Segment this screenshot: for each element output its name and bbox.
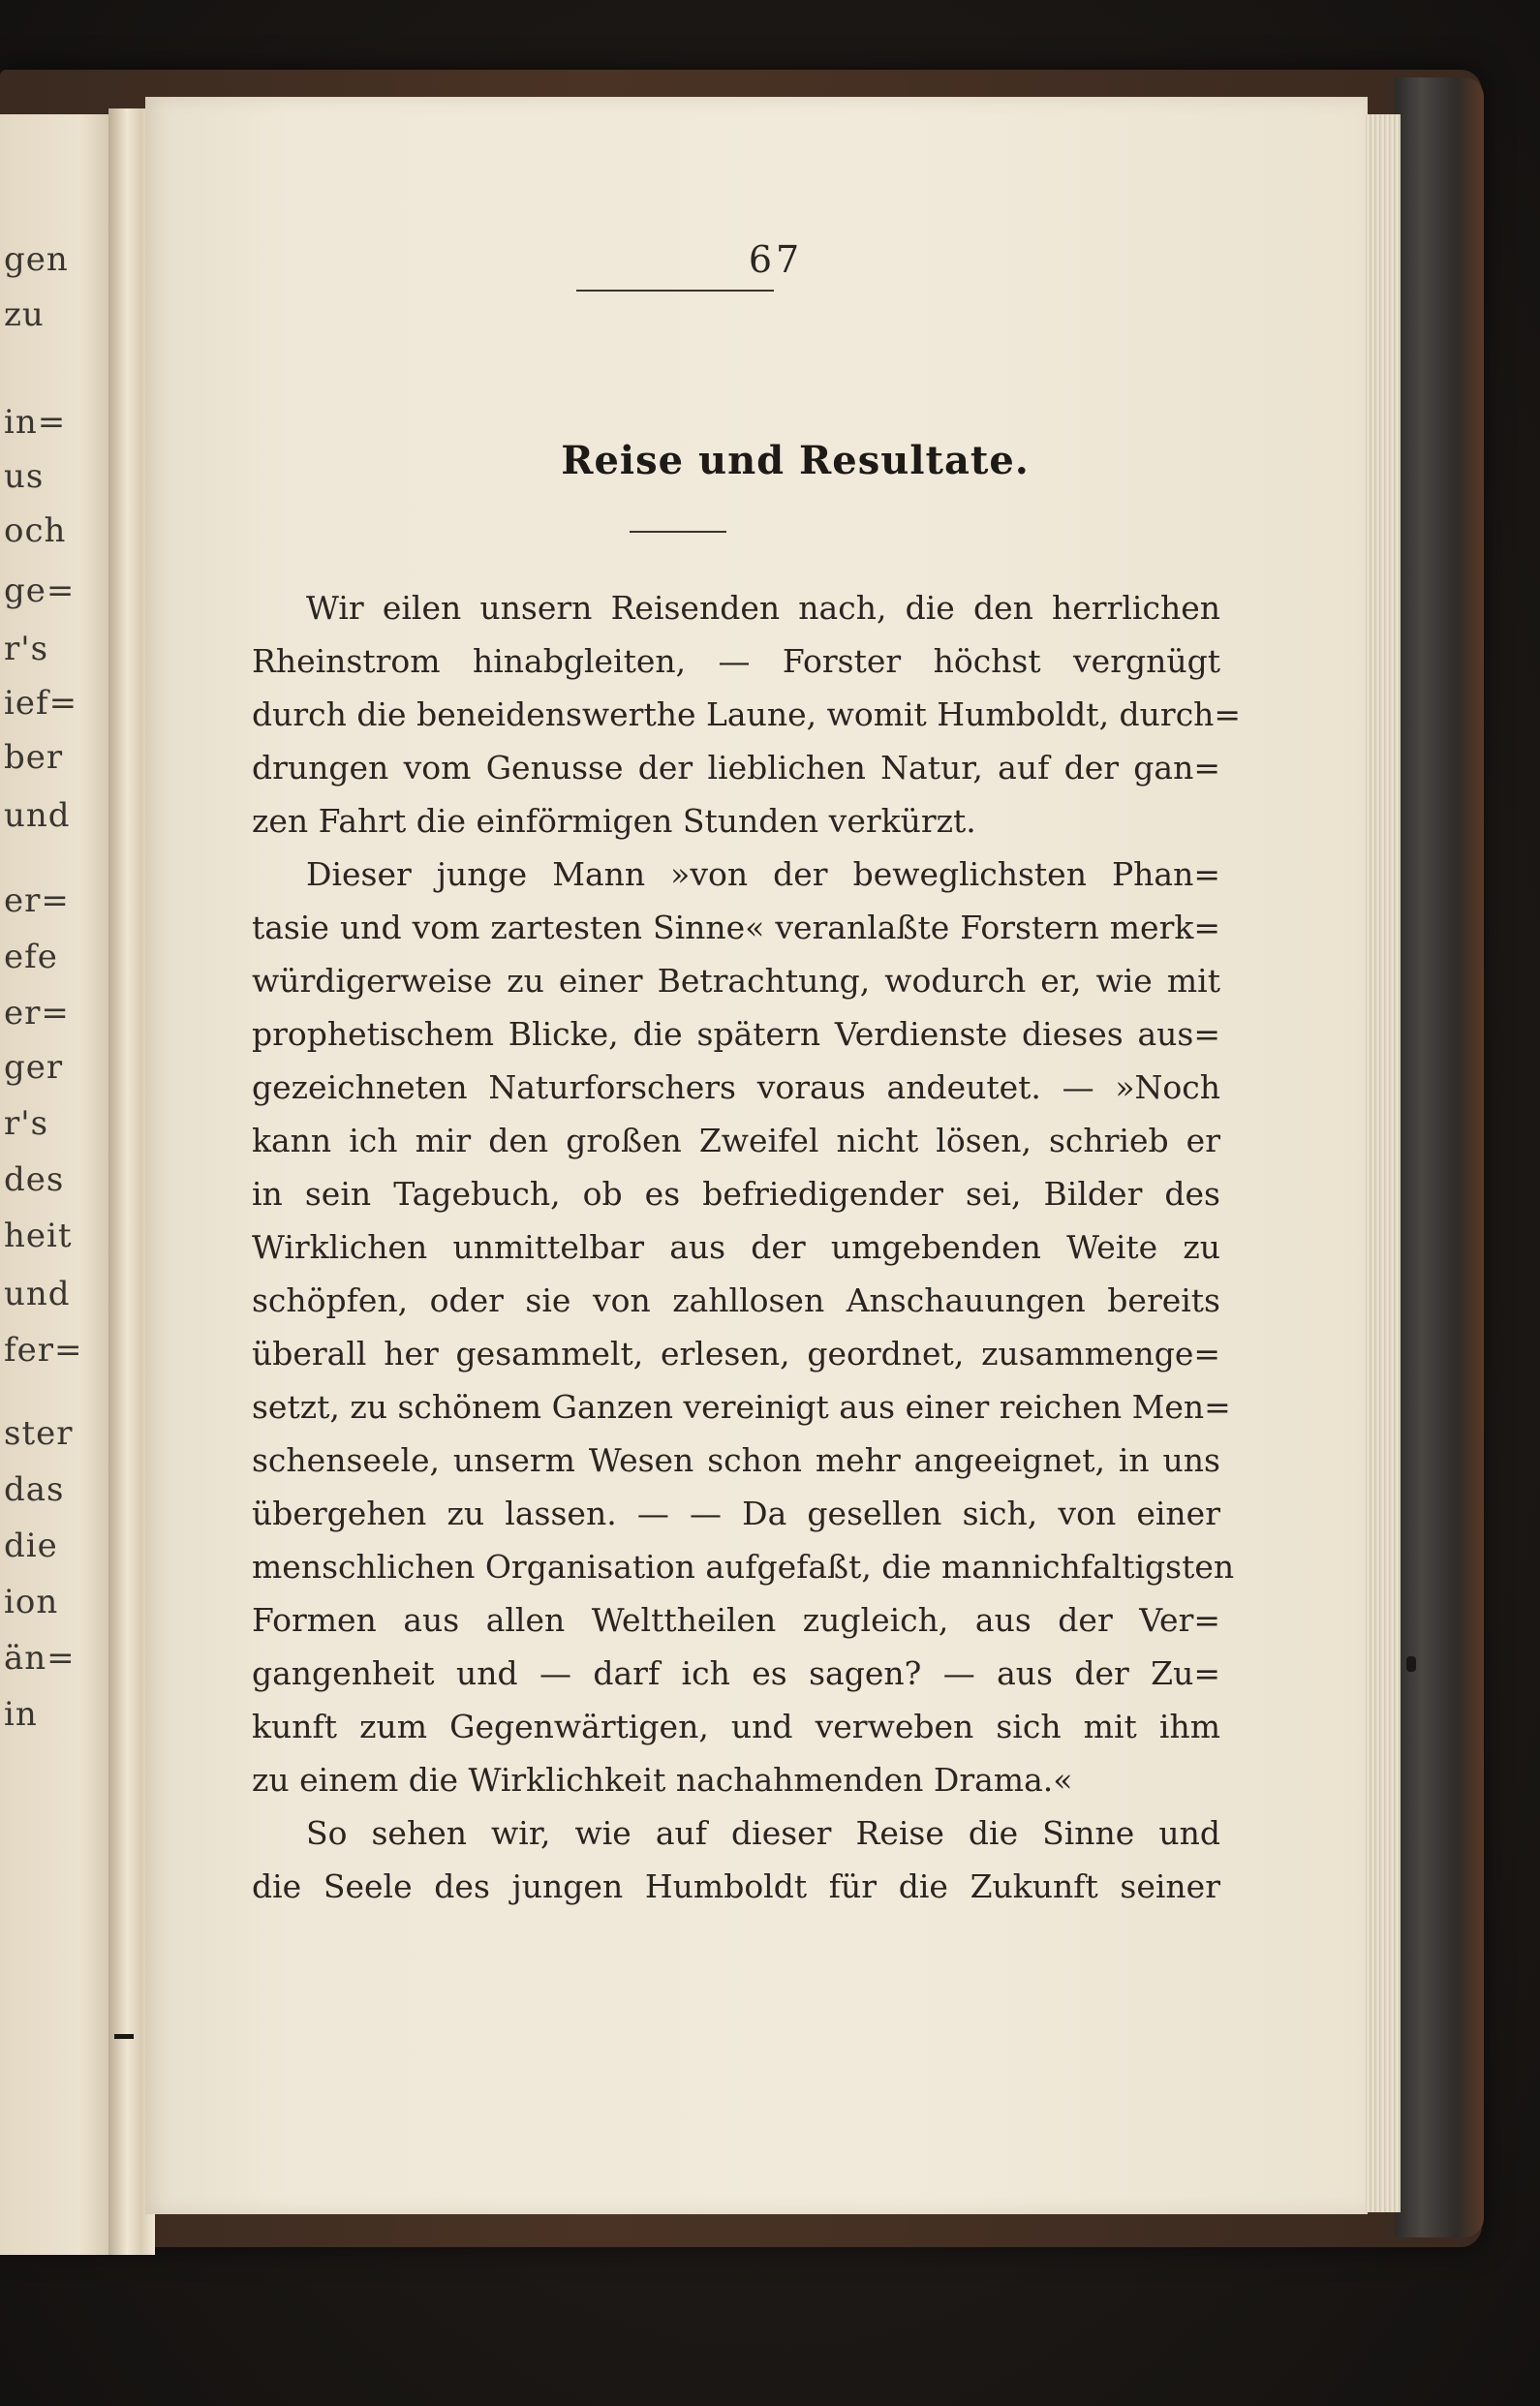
text-line: zen Fahrt die einförmigen Stunden verkürzt. xyxy=(252,802,976,840)
page-number: 67 xyxy=(748,238,804,281)
left-page-text-fragment: ber xyxy=(4,738,64,777)
text-line: schenseele, unserm Wesen schon mehr angeeignet, in uns xyxy=(252,1441,1220,1479)
left-page-text-fragment: än= xyxy=(4,1639,76,1678)
left-page-text-fragment: gen xyxy=(4,240,69,279)
text-line: durch die beneidenswerthe Laune, womit Humboldt, durch= xyxy=(252,695,1242,733)
book-spine-edge xyxy=(1395,77,1484,2237)
left-page-text-fragment: die xyxy=(4,1527,58,1565)
left-page-text-fragment: ger xyxy=(4,1048,64,1087)
text-line: tasie und vom zartesten Sinne« veranlaßte Forstern merk= xyxy=(252,909,1220,946)
text-line: Wirklichen unmittelbar aus der umgebenden Weite zu xyxy=(252,1228,1220,1266)
left-page-text-fragment: heit xyxy=(4,1217,73,1255)
left-page-text-fragment: ster xyxy=(4,1414,74,1453)
text-line: würdigerweise zu einer Betrachtung, wodurch er, wie mit xyxy=(252,962,1220,1000)
text-line: schöpfen, oder sie von zahllosen Anschauungen bereits xyxy=(252,1281,1220,1319)
text-line: gezeichneten Naturforschers voraus andeutet. — »Noch xyxy=(252,1068,1220,1106)
text-line: menschlichen Organisation aufgefaßt, die mannichfaltigsten xyxy=(252,1548,1235,1586)
left-page-text-fragment: und xyxy=(4,1275,71,1313)
text-line: Dieser junge Mann »von der beweglichsten Phan= xyxy=(306,855,1220,893)
text-line: drungen vom Genusse der lieblichen Natur, auf der gan= xyxy=(252,749,1220,787)
left-page-text-fragment: us xyxy=(4,457,45,496)
text-line: gangenheit und — darf ich es sagen? — aus der Zu= xyxy=(252,1654,1220,1692)
left-margin-mark xyxy=(114,2034,134,2039)
text-line: kunft zum Gegenwärtigen, und verweben sich mit ihm xyxy=(252,1708,1220,1745)
left-page-text-fragment: ge= xyxy=(4,571,76,610)
text-line: Formen aus allen Welttheilen zugleich, aus der Ver= xyxy=(252,1601,1220,1639)
text-line: Wir eilen unsern Reisenden nach, die den herrlichen xyxy=(306,589,1220,627)
left-page-text-fragment: das xyxy=(4,1470,65,1509)
right-margin-mark xyxy=(1406,1656,1416,1672)
left-page-text-fragment: ion xyxy=(4,1583,59,1621)
chapter-heading: Reise und Resultate. xyxy=(561,438,1030,483)
text-line: So sehen wir, wie auf dieser Reise die Sinne und xyxy=(306,1814,1220,1852)
left-page-text-fragment: in= xyxy=(4,403,67,442)
heading-rule xyxy=(630,531,726,533)
text-line: kann ich mir den großen Zweifel nicht lösen, schrieb er xyxy=(252,1122,1220,1159)
text-line: setzt, zu schönem Ganzen vereinigt aus einer reichen Men= xyxy=(252,1388,1231,1426)
left-facing-page xyxy=(0,114,114,2255)
left-page-text-fragment: ief= xyxy=(4,684,78,723)
right-page xyxy=(145,97,1368,2214)
left-page-text-fragment: und xyxy=(4,796,71,835)
text-line: die Seele des jungen Humboldt für die Zukunft seiner xyxy=(252,1867,1220,1905)
text-line: prophetischem Blicke, die spätern Verdienste dieses aus= xyxy=(252,1015,1220,1053)
left-page-text-fragment: efe xyxy=(4,938,58,976)
left-page-text-fragment: in xyxy=(4,1695,38,1734)
left-page-text-fragment: zu xyxy=(4,295,45,334)
left-page-text-fragment: er= xyxy=(4,881,70,920)
page-stack-edge xyxy=(1366,114,1401,2212)
left-page-text-fragment: des xyxy=(4,1160,65,1199)
text-line: Rheinstrom hinabgleiten, — Forster höchst vergnügt xyxy=(252,642,1220,680)
left-page-text-fragment: fer= xyxy=(4,1331,83,1370)
left-page-text-fragment: r's xyxy=(4,630,49,668)
text-line: in sein Tagebuch, ob es befriedigender sei, Bilder des xyxy=(252,1175,1220,1213)
text-line: zu einem die Wirklichkeit nachahmenden Drama.« xyxy=(252,1761,1073,1799)
left-page-text-fragment: och xyxy=(4,511,67,550)
left-page-text-fragment: er= xyxy=(4,994,70,1033)
body-text xyxy=(252,581,1242,1913)
page-number-rule xyxy=(576,290,774,292)
text-line: übergehen zu lassen. — — Da gesellen sich, von einer xyxy=(252,1495,1220,1532)
left-page-text-fragment: r's xyxy=(4,1104,49,1143)
text-line: überall her gesammelt, erlesen, geordnet, zusammenge= xyxy=(252,1335,1220,1373)
